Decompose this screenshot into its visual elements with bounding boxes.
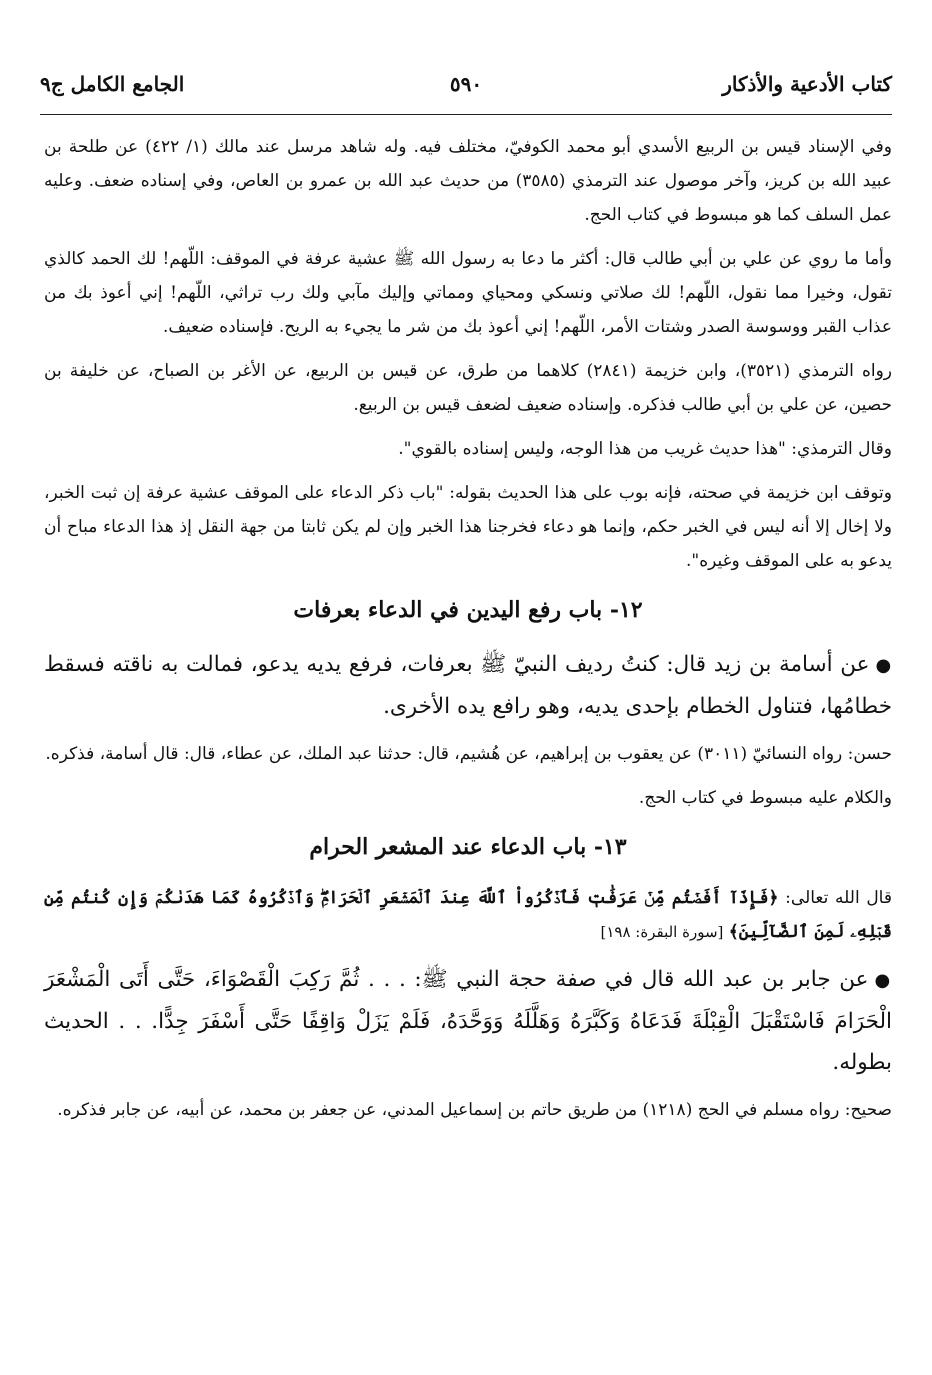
quran-reference: [سورة البقرة: ١٩٨] [600,923,724,941]
quran-verse-block [44,881,892,949]
takhrij-muslim: صحيح: رواه مسلم في الحج (١٢١٨) من طريق حاتم بن إسماعيل المدني، عن جعفر بن محمد، عن أبيه، عن جابر فذكره. [57,1100,892,1120]
hadith-jabir-text: عن جابر بن عبد الله قال في صفة حجة النبي ﷺ: . . . ثُمَّ رَكِبَ الْقَصْوَاءَ، حَتَّى أَتَى الْمَشْعَرَ الْحَرَامَ فَاسْتَقْبَلَ الْقِبْلَةَ فَدَعَاهُ وَكَبَّرَهُ وَهَلَّلَهُ وَوَحَّدَهُ، فَلَمْ يَزَلْ وَاقِفًا حَتَّى أَسْفَرَ جِدًّا. . . الحديث بطوله. [44,967,892,1075]
paragraph-ibn-khuzaymah: وتوقف ابن خزيمة في صحته، فإنه بوب على هذا الحديث بقوله: "باب ذكر الدعاء على الموقف عشية عرفة إن ثبت الخبر، ولا إخال إلا أنه ليس في الخبر حكم، وإنما هو دعاء فخرجنا هذا الخبر وإن لم يكن ثابتا من جهة النقل إذ هذا الدعاء مباح أن يدعو به على الموقف وغيره". [44,483,892,571]
bullet-icon: ● [874,970,892,991]
quran-ayah: ﴿فَإِذَآ أَفَضۡتُم مِّنۡ عَرَفَٰتٖ فَٱذۡكُرُواْ ٱللَّهَ عِندَ ٱلۡمَشۡعَرِ ٱلۡحَرَامِۖ وَٱذۡكُرُوهُ كَمَا هَدَىٰكُمۡ وَإِن كُنتُم مِّن قَبۡلِهِۦ لَمِنَ ٱلضَّآلِّينَ﴾ [44,888,892,942]
book-title: كتاب الأدعية والأذكار [722,72,892,96]
takhrij-nasai: حسن: رواه النسائيّ (٣٠١١) عن يعقوب بن إبراهيم، عن هُشيم، قال: حدثنا عبد الملك، عن عطاء، قال: قال أسامة، فذكره. [45,744,892,764]
chapter-heading-13: ١٣- باب الدعاء عند المشعر الحرام [309,834,627,860]
paragraph-isnad-note: وفي الإسناد قيس بن الربيع الأسدي أبو محمد الكوفيّ، مختلف فيه. وله شاهد مرسل عند مالك (١/ ٤٢٢) عن طلحة بن عبيد الله بن كريز، وآخر موصول عند الترمذي (٣٥٨٥) من حديث عبد الله بن عمرو بن العاص، وفي إسناده ضعف. وعليه عمل السلف كما هو مبسوط في كتاب الحج. [44,137,892,225]
header-divider [40,114,892,115]
page-number: ٥٩٠ [449,72,483,96]
quran-intro: قال الله تعالى: [785,888,892,908]
hadith-usama-text: عن أسامة بن زيد قال: كنتُ رديف النبيّ ﷺ بعرفات، فرفع يديه يدعو، فمالت به ناقته فسقط خطامُها، فتناول الخطام بإحدى يديه، وهو رافع يده الأخرى. [44,652,892,719]
chapter-heading-12: ١٢- باب رفع اليدين في الدعاء بعرفات [293,597,643,623]
paragraph-ali-narration: وأما ما روي عن علي بن أبي طالب قال: أكثر ما دعا به رسول الله ﷺ عشية عرفة في الموقف: اللّهم! لك الحمد كالذي تقول، وخيرا مما نقول، اللّهم! لك صلاتي ونسكي ومحياي ومماتي وإليك مآبي ولك رب تراثي، اللّهم! إني أعوذ بك من عذاب القبر ووسوسة الصدر وشتات الأمر، اللّهم! إني أعوذ بك من شر ما يجيء به الريح. فإسناده ضعيف. [44,249,892,337]
bullet-icon: ● [875,655,892,676]
paragraph-tirmidhi-quote: وقال الترمذي: "هذا حديث غريب من هذا الوجه، وليس إسناده بالقوي". [398,439,892,459]
running-header [40,72,892,102]
series-title: الجامع الكامل ج٩ [40,72,185,96]
note-hajj-reference: والكلام عليه مبسوط في كتاب الحج. [638,788,892,808]
hadith-usama [44,644,892,727]
page-body [44,130,892,1137]
paragraph-tirmidhi-takhrij: رواه الترمذي (٣٥٢١)، وابن خزيمة (٢٨٤١) كلاهما من طرق، عن قيس بن الربيع، عن الأغر بن الصباح، عن خليفة بن حصين، عن علي بن أبي طالب فذكره. وإسناده ضعيف لضعف قيس بن الربيع. [44,361,893,415]
hadith-jabir [44,959,892,1083]
